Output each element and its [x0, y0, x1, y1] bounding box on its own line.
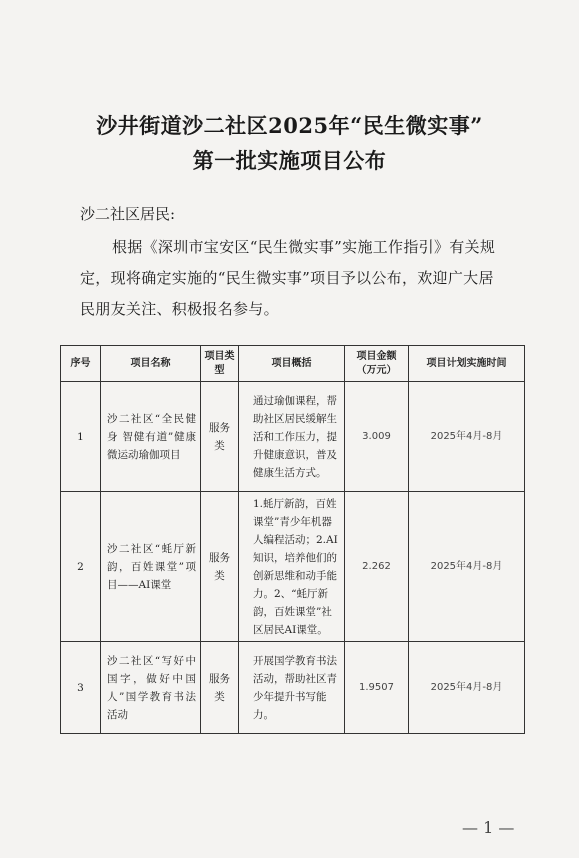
- row-no: 1: [61, 382, 101, 492]
- row-amount: 1.9507: [345, 642, 409, 734]
- row-no: 2: [61, 492, 101, 642]
- row-time: 2025年4月-8月: [409, 492, 525, 642]
- row-summary: 开展国学教育书法活动，帮助社区青少年提升书写能力。: [239, 642, 345, 734]
- body-paragraph: 根据《深圳市宝安区“民生微实事”实施工作指引》有关规定，现将确定实施的“民生微实事”项目予以公布，欢迎广大居民朋友关注、积极报名参与。: [80, 238, 496, 318]
- row-amount: 3.009: [345, 382, 409, 492]
- title-line-2: 第一批实施项目公布: [192, 148, 387, 173]
- row-name: 沙二社区“蚝厅新韵，百姓课堂”项目——AI课堂: [101, 492, 201, 642]
- row-time: 2025年4月-8月: [409, 382, 525, 492]
- row-type: 服务类: [201, 642, 239, 734]
- salutation: 沙二社区居民:: [80, 205, 176, 223]
- row-summary: 1.蚝厅新韵，百姓课堂”青少年机器人编程活动；2.AI知识，培养他们的创新思维和动手能力。2、“蚝厅新韵，百姓课堂”社区居民AI课堂。: [239, 492, 345, 642]
- header-amount: 项目金额（万元）: [345, 346, 409, 382]
- header-name: 项目名称: [101, 346, 201, 382]
- table-row: [61, 382, 525, 492]
- projects-table: [60, 345, 525, 734]
- header-no: 序号: [61, 346, 101, 382]
- row-summary: 通过瑜伽课程，帮助社区居民缓解生活和工作压力，提升健康意识，普及健康生活方式。: [239, 382, 345, 492]
- row-time: 2025年4月-8月: [409, 642, 525, 734]
- row-type: 服务类: [201, 492, 239, 642]
- row-type: 服务类: [201, 382, 239, 492]
- row-name: 沙二社区“全民健身 智健有道”健康微运动瑜伽项目: [101, 382, 201, 492]
- row-no: 3: [61, 642, 101, 734]
- title-line-1: 沙井街道沙二社区2025年“民生微实事”: [96, 113, 483, 138]
- header-time: 项目计划实施时间: [409, 346, 525, 382]
- table-row: [61, 642, 525, 734]
- row-amount: 2.262: [345, 492, 409, 642]
- page-number: — 1 —: [462, 818, 515, 837]
- header-type: 项目类型: [201, 346, 239, 382]
- header-summary: 项目概括: [239, 346, 345, 382]
- row-name: 沙二社区“写好中国字，做好中国人”国学教育书法活动: [101, 642, 201, 734]
- table-header-row: [61, 346, 525, 382]
- table-row: [61, 492, 525, 642]
